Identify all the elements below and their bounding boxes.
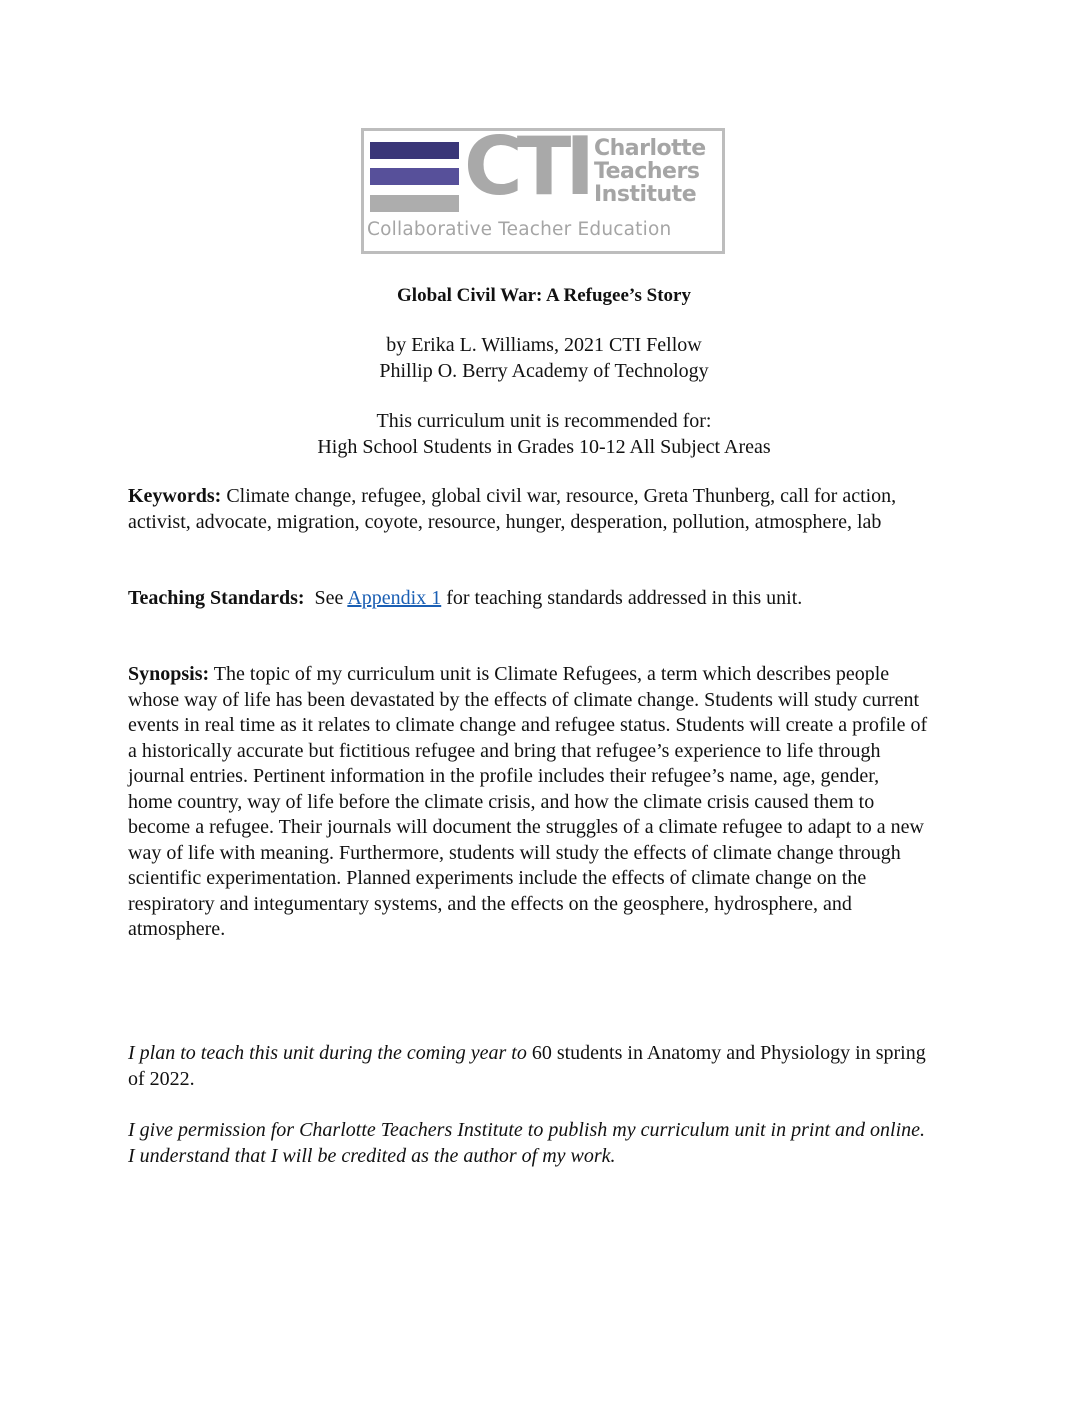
logo-bar-mid	[370, 168, 459, 185]
recommended-line: This curriculum unit is recommended for:	[376, 410, 712, 432]
school-line: Phillip O. Berry Academy of Technology	[379, 360, 709, 382]
keywords-text: Climate change, refugee, global civil war, resource, Greta Thunberg, call for action, activist, advocate, migration, coyote, resource, hunger, desperation, pollution, atmosphere, lab	[128, 485, 897, 533]
logo-name-line: Teachers	[594, 159, 700, 184]
logo-bar-gray	[370, 195, 459, 212]
keywords-label: Keywords:	[128, 485, 222, 507]
plan-italic: I plan to teach this unit during the coming year to	[128, 1042, 527, 1064]
logo-name	[594, 137, 706, 206]
logo-letters: CTI	[464, 120, 590, 213]
synopsis-paragraph	[128, 662, 928, 943]
plan-paragraph	[128, 1041, 928, 1092]
document-title: Global Civil War: A Refugee’s Story	[397, 285, 691, 306]
standards-pre: See	[304, 587, 348, 609]
teaching-standards-paragraph	[128, 586, 928, 612]
cti-logo	[361, 120, 725, 254]
synopsis-text: The topic of my curriculum unit is Climate Refugees, a term which describes people whose way of life has been devastated by the effects of climate change. Students will study current events in real time as it relates to climate change and refugee status. Students will create a profile of a historically accurate but fictitious refugee and bring that refugee’s experience to life through journal entries. Pertinent information in the profile includes their refugee’s name, age, gender, home country, way of life before the climate crisis, and how the climate crisis caused them to become a refugee. Their journals will document the struggles of a climate refugee to adapt to a new way of life with meaning. Furthermore, students will study the effects of climate change through scientific experimentation. Planned experiments include the effects of climate change on the respiratory and integumentary systems, and the effects on the geosphere, hydrosphere, and atmosphere.	[128, 663, 928, 940]
standards-label: Teaching Standards:	[128, 587, 305, 609]
recommendation	[0, 408, 1088, 460]
audience-line: High School Students in Grades 10-12 All Subject Areas	[317, 436, 771, 458]
author-line: by Erika L. Williams, 2021 CTI Fellow	[386, 334, 702, 356]
logo-name-line: Institute	[594, 182, 697, 207]
appendix-1-link[interactable]: Appendix 1	[347, 587, 442, 609]
synopsis-label: Synopsis:	[128, 663, 210, 685]
byline	[0, 332, 1088, 384]
logo-bar-dark	[370, 142, 459, 159]
standards-post: for teaching standards addressed in this unit.	[441, 587, 803, 609]
logo-tagline: Collaborative Teacher Education	[367, 219, 672, 240]
keywords-paragraph	[128, 484, 928, 535]
plan-text: 60 students in Anatomy and Physiology in spring of 2022.	[128, 1042, 926, 1090]
permission-paragraph: I give permission for Charlotte Teachers Institute to publish my curriculum unit in print and online. I understand that I will be credited as the author of my work.	[128, 1119, 926, 1167]
logo-name-line: Charlotte	[594, 136, 706, 161]
